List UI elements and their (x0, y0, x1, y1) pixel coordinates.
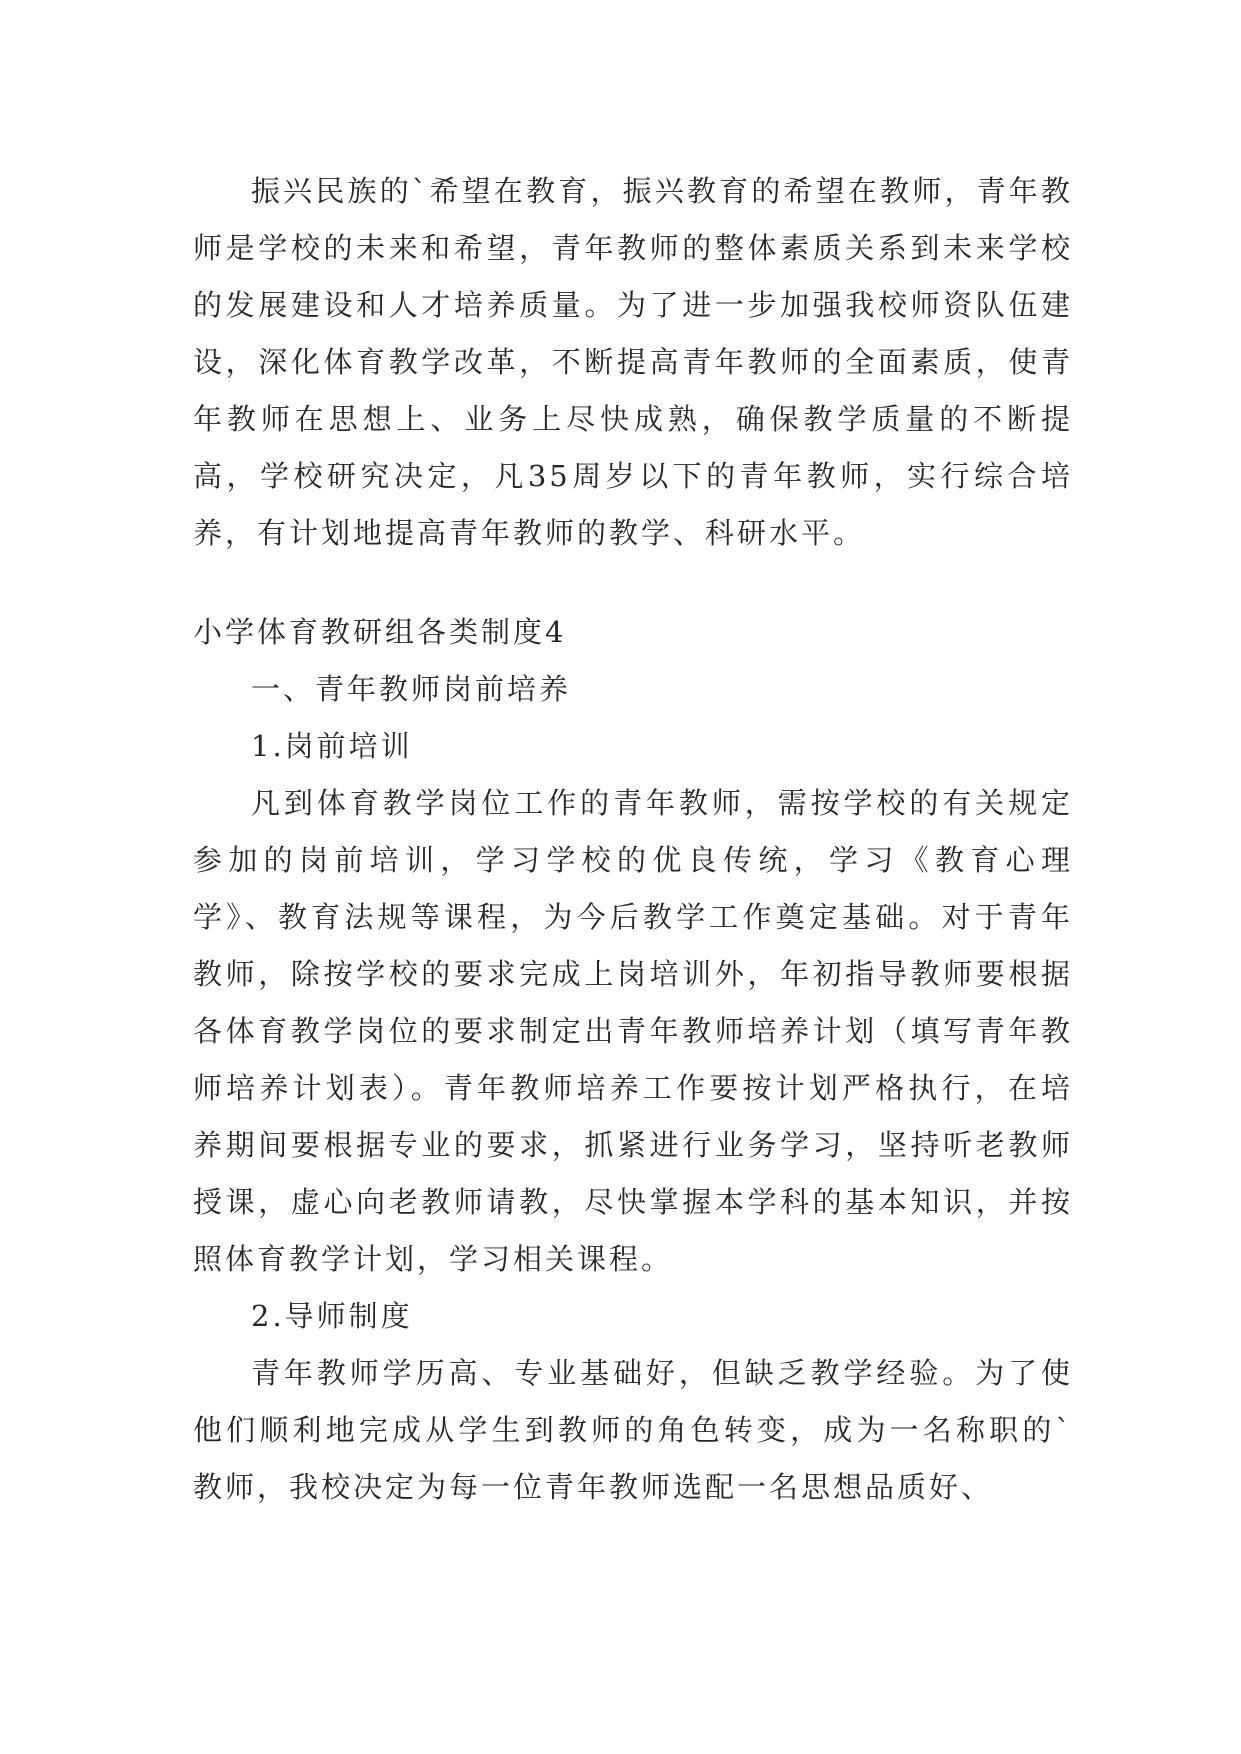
document-title: 小学体育教研组各类制度4 (193, 615, 567, 649)
intro-paragraph: 振兴民族的`希望在教育，振兴教育的希望在教师，青年教师是学校的未来和希望，青年教师的整体素质关系到未来学校的发展建设和人才培养质量。为了进一步加强我校师资队伍建设，深化体育教学改革，不断提高青年教师的全面素质，使青年教师在思想上、业务上尽快成熟，确保教学质量的不断提高，学校研究决定，凡35周岁以下的青年教师，实行综合培养，有计划地提高青年教师的教学、科研水平。 (193, 174, 1073, 550)
item-2-paragraph: 青年教师学历高、专业基础好，但缺乏教学经验。为了使他们顺利地完成从学生到教师的角色转变，成为一名称职的`教师，我校决定为每一位青年教师选配一名思想品质好、 (193, 1356, 1073, 1504)
item-heading-2: 2.导师制度 (251, 1299, 413, 1333)
item-1-paragraph: 凡到体育教学岗位工作的青年教师，需按学校的有关规定参加的岗前培训，学习学校的优良传统，学习《教育心理学》、教育法规等课程，为今后教学工作奠定基础。对于青年教师，除按学校的要求完成上岗培训外，年初指导教师要根据各体育教学岗位的要求制定出青年教师培养计划（填写青年教师培养计划表）。青年教师培养工作要按计划严格执行，在培养期间要根据专业的要求，抓紧进行业务学习，坚持听老教师授课，虚心向老教师请教，尽快掌握本学科的基本知识，并按照体育教学计划，学习相关课程。 (193, 786, 1073, 1276)
item-heading-1: 1.岗前培训 (251, 729, 413, 763)
section-heading-1: 一、青年教师岗前培养 (251, 672, 572, 706)
document-body (193, 163, 1073, 1516)
